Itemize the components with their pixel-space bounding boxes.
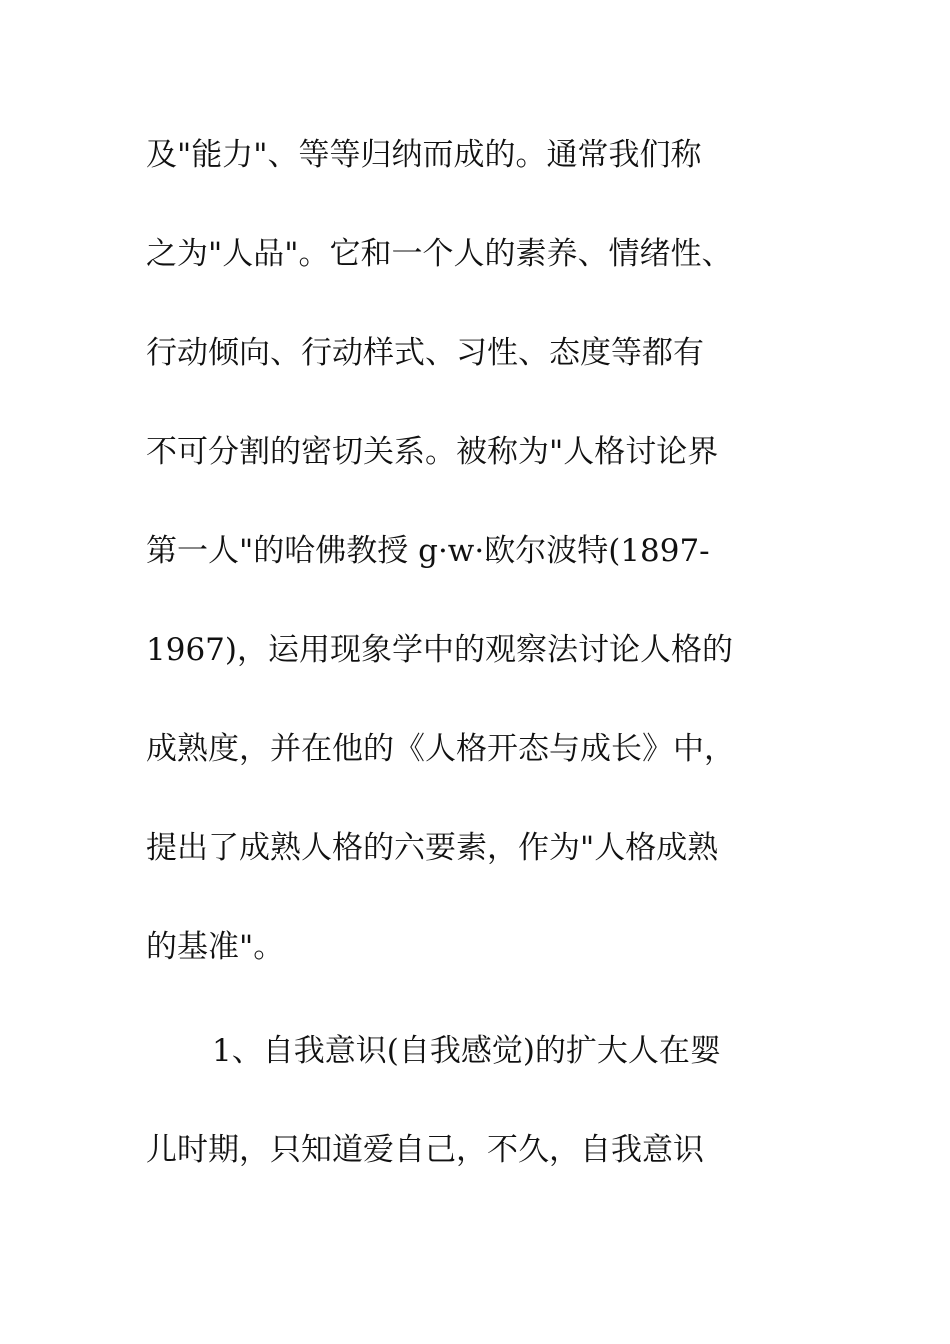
- text-line: 之为"人品"。它和一个人的素养、情绪性、: [146, 236, 733, 272]
- paragraph-start-line: 1、自我意识(自我感觉)的扩大人在婴: [212, 1033, 721, 1069]
- text-line: 第一人"的哈佛教授 g·w·欧尔波特(1897-: [146, 533, 710, 569]
- text-line: 儿时期，只知道爱自己，不久，自我意识: [146, 1132, 704, 1168]
- text-line: 成熟度，并在他的《人格开态与成长》中，: [146, 731, 735, 767]
- text-line: 的基准"。: [146, 929, 285, 965]
- text-line: 行动倾向、行动样式、习性、态度等都有: [146, 335, 704, 371]
- text-line: 及"能力"、等等归纳而成的。通常我们称: [146, 137, 702, 173]
- text-line: 1967)，运用现象学中的观察法讨论人格的: [146, 632, 733, 668]
- text-line: 不可分割的密切关系。被称为"人格讨论界: [146, 434, 719, 470]
- text-line: 提出了成熟人格的六要素，作为"人格成熟: [146, 830, 719, 866]
